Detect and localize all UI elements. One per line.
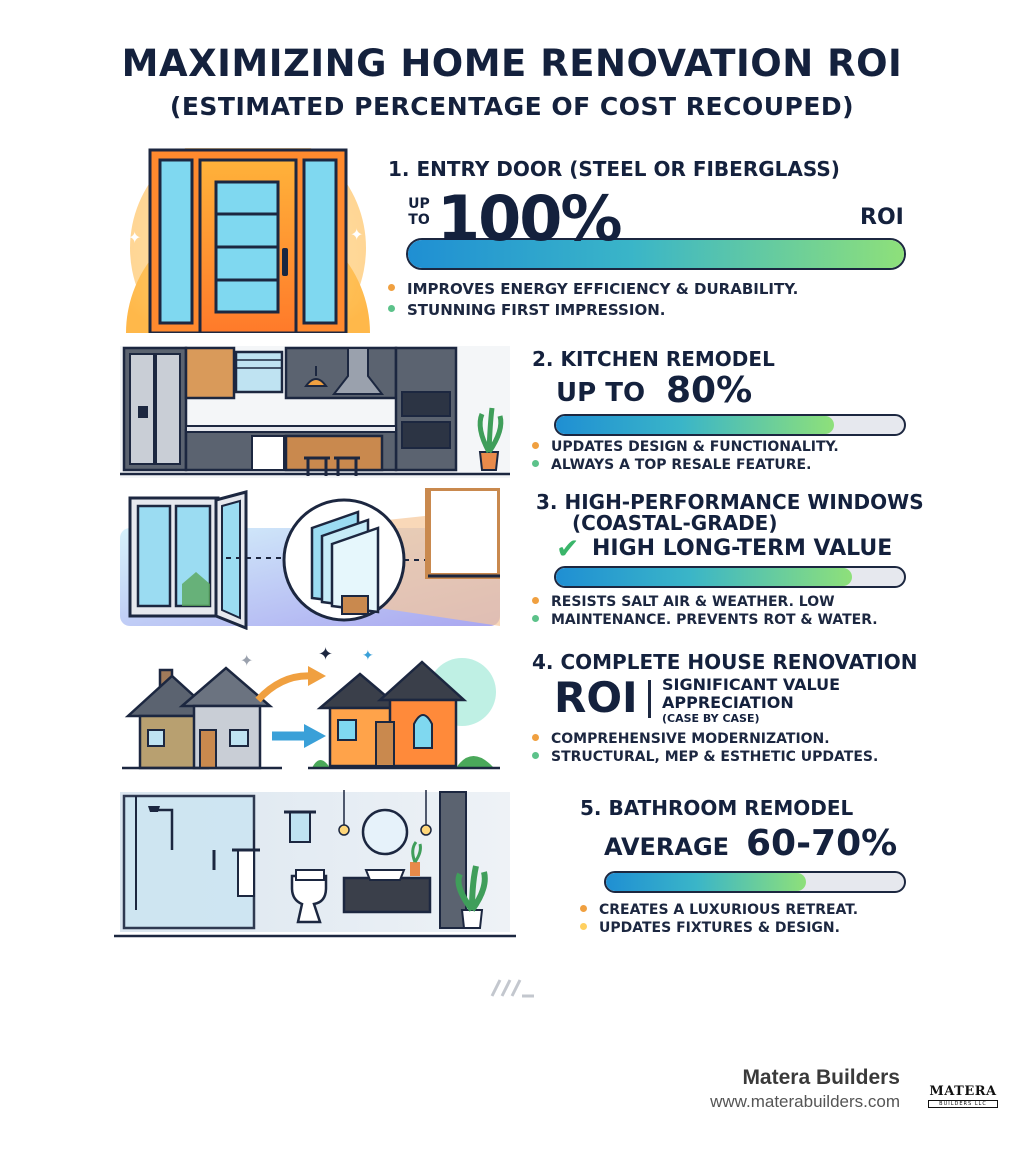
logo-subtext: BUILDERS LLC: [928, 1100, 998, 1108]
section-4-bullet-1: COMPREHENSIVE MODERNIZATION.: [532, 729, 830, 750]
section-2-roi-fill: [556, 416, 834, 434]
section-4-note-line-1: SIGNIFICANT VALUE: [662, 675, 841, 694]
section-4-value: ROI: [554, 673, 638, 722]
section-2-roi-bar: [554, 414, 906, 436]
svg-text:✦: ✦: [128, 230, 142, 247]
section-2-bullet-1: UPDATES DESIGN & FUNCTIONALITY.: [532, 437, 839, 458]
section-1-title: 1. ENTRY DOOR (STEEL OR FIBERGLASS): [388, 157, 840, 181]
footer-company-name: Matera Builders: [742, 1066, 900, 1089]
svg-text:✦: ✦: [240, 653, 254, 670]
section-5-bullet-2: UPDATES FIXTURES & DESIGN.: [580, 918, 840, 939]
section-4-note-line-2: APPRECIATION: [662, 693, 794, 712]
page-subtitle: (ESTIMATED PERCENTAGE OF COST RECOUPED): [169, 92, 855, 121]
entry-door-illustration: [118, 148, 378, 333]
svg-text:✦: ✦: [350, 227, 364, 244]
section-5-value: 60-70%: [746, 823, 898, 864]
section-4-title: 4. COMPLETE HOUSE RENOVATION: [532, 650, 918, 674]
section-2-title: 2. KITCHEN REMODEL: [532, 347, 775, 371]
kitchen-illustration: [120, 346, 510, 478]
section-2-value: 80%: [666, 370, 753, 411]
footer-website-link[interactable]: www.materabuilders.com: [710, 1092, 900, 1111]
section-3-bullet-1: RESISTS SALT AIR & WEATHER. LOW: [532, 592, 835, 613]
section-5-roi-fill: [606, 873, 806, 891]
slash-decoration-icon: [488, 976, 538, 1000]
section-2-prefix: UP TO: [556, 378, 646, 408]
section-3-title-line-2: (COASTAL-GRADE): [572, 511, 778, 535]
house-renovation-illustration: [122, 644, 502, 772]
bathroom-illustration: [114, 790, 516, 940]
page-title: MAXIMIZING HOME RENOVATION ROI: [121, 42, 903, 85]
section-1-bullet-2: STUNNING FIRST IMPRESSION.: [388, 300, 665, 321]
section-5-prefix: AVERAGE: [604, 833, 730, 861]
section-4-divider: [648, 680, 651, 718]
svg-text:✦: ✦: [318, 644, 334, 664]
section-3-roi-fill: [556, 568, 852, 586]
section-3-roi-bar: [554, 566, 906, 588]
section-1-prefix: UP TO: [408, 196, 430, 228]
svg-text:✦: ✦: [362, 647, 374, 663]
section-5-bullet-1: CREATES A LUXURIOUS RETREAT.: [580, 900, 858, 921]
section-1-suffix: ROI: [860, 205, 904, 230]
company-logo: [928, 1084, 998, 1108]
section-3-title-line-1: 3. HIGH-PERFORMANCE WINDOWS: [536, 490, 924, 514]
check-icon: ✔: [556, 532, 580, 565]
logo-text: MATERA: [929, 1084, 997, 1099]
section-4-note-line-3: (CASE BY CASE): [662, 712, 760, 725]
section-5-roi-bar: [604, 871, 906, 893]
section-2-bullet-2: ALWAYS A TOP RESALE FEATURE.: [532, 455, 811, 476]
section-3-value: HIGH LONG-TERM VALUE: [592, 536, 893, 561]
section-3-bullet-2: MAINTENANCE. PREVENTS ROT & WATER.: [532, 610, 878, 631]
windows-illustration: [112, 488, 500, 630]
section-1-bullet-1: IMPROVES ENERGY EFFICIENCY & DURABILITY.: [388, 279, 798, 300]
section-1-value: 100%: [437, 182, 621, 255]
section-4-bullet-2: STRUCTURAL, MEP & ESTHETIC UPDATES.: [532, 747, 878, 768]
section-5-title: 5. BATHROOM REMODEL: [580, 796, 854, 820]
